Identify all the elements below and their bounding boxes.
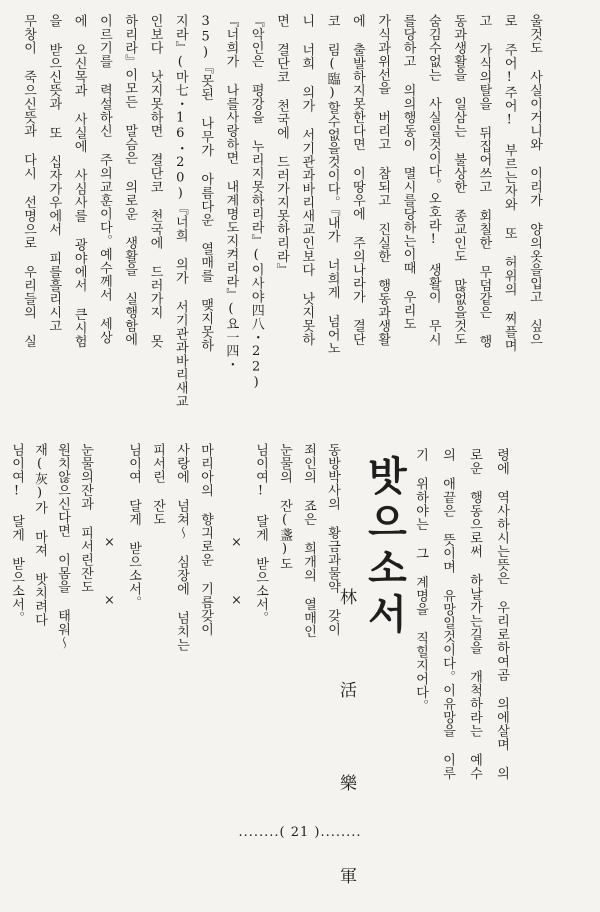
text-column: 를당하고 의의행동이 멸시를당하는이때 우리도 [400,14,416,331]
text-column: 기 위하야는 그 계명을 직힐지어다。 [413,448,428,713]
poem-line: 님이여! 달게 받으소서。 [9,443,24,625]
text-column: 이르기를 력설하신 주의교훈이다。예수께서 세상 [96,14,112,344]
poem-line: 재(灰)가 마져 밧치려다 [32,443,47,627]
text-column: 무창이 죽으신뜻과 다시 선명으로 우리들의 실 [21,14,36,348]
text-column: 로운 행동으로써 하날가는길을 개척하라는 예수 [467,448,482,780]
text-column: 인보다 낫지못하면 결단코 천국에 드러가지 못 [147,14,163,348]
text-column: 가식과위선을 버리고 참되고 진실한 행동과생활 [375,14,391,346]
text-column: 니 너희 의가 서기관과바리새교인보다 낫지못하 [299,14,315,346]
page-number: ........( 21 )........ [238,825,362,840]
stanza-divider: × × [229,535,244,622]
text-column: 면 결단코 천국에 드러가지못하리라』 [274,14,289,277]
poem-line: 원치않으신다면 이몸을 태워～ [55,443,70,650]
text-column: 지라』(마七・16・20)『너희 의가 서기관과바리새교 [172,14,188,408]
text-column: 을 받으신뜻과 또 십자가우에서 피를흘리시고 [46,14,62,333]
text-column: 로 주어!주어! 부르는자와 또 허위의 찌플며 [501,14,517,352]
text-column: 『너희가 나를사랑하면 내계명도지켜리라』(요一四・ [223,14,239,371]
poem-line: 눈물의잔과 피서린잔도 [78,443,93,594]
text-column: 35)『못된 나무가 아름다운 열매를 맺지못하 [198,14,214,352]
poem-line: 님이여! 달게 받으소서。 [253,443,268,625]
poem-line: 동방박사의 황금과물약 갖이 [325,443,340,636]
text-column: 『악인은 평강을 누리지못하리라』(이사야四八・22) [248,14,264,391]
text-column: 에 오신목과 사실에 사심사를 광야에서 큰시험 [71,14,87,348]
poem-line: 님이여 달게 받으소서。 [126,443,141,609]
stanza-divider: × × [102,535,117,622]
poem-author: 林 活 樂 軍 [336,588,356,912]
poem-line: 마리아의 향긔로운 기름갖이 [198,443,213,636]
text-column: 하리라』이모든 말슴은 의로운 생활을 실행함에 [122,14,138,346]
text-column: 코 림(臨)할수없을것이다。『내가 너희게 넘어노 [324,14,340,355]
text-column: 고 가식의탈을 뒤집어쓰고 회칠한 무덤같은 행 [476,14,492,348]
poem-title: 밧으소서 [361,455,408,639]
text-column: 의 애끝은 뜻이며 유망일것이다。이유망을 이루 [440,448,455,780]
text-column: 동과생활을 일삼는 불상한 종교인도 많없을것도 [451,14,467,346]
text-column: 숨김수없는 사실일것이다。오호라! 생활이 무시 [425,14,441,346]
text-column: 에 출발하지못한다면 이땅우에 주의나라가 결단 [349,14,365,346]
poem-line: 눈물의 잔(盞)도 [277,443,292,571]
poem-line: 죄인의 죠은 희개의 열매인 [301,443,316,638]
poem-line: 사랑에 넘쳐～ 심장에 넘치는 [174,443,189,652]
poem-line: 피서린 잔도 [150,443,165,526]
text-column: 령에 역사하시는뜻은 우리로하여곰 의에살며 의 [494,448,509,780]
text-column: 울것도 사실이거니와 이리가 양의옷을입고 싶으 [527,14,542,346]
